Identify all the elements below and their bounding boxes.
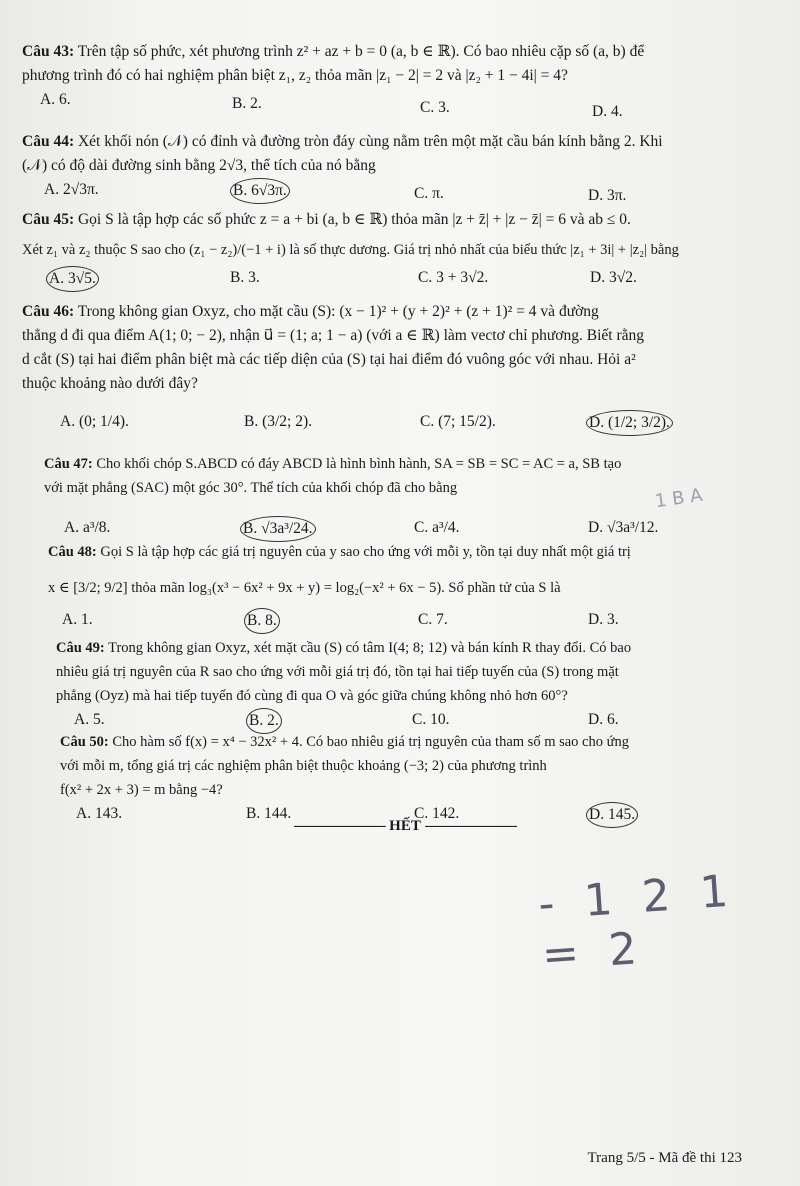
question-48 — [48, 540, 760, 634]
end-marker: ----------------------- HẾT ----------------------- — [293, 818, 517, 834]
question-text-line: Gọi S là tập hợp các số phức z = a + bi (a, b ∈ ℝ) thỏa mãn |z + z̄| + |z − z̄| = 6 và ab ≤ 0. — [77, 211, 631, 228]
question-text-line: với mặt phẳng (SAC) một góc 30°. Thể tích của khối chóp đã cho bằng — [44, 480, 458, 496]
option-a: A. (0; 1/4). — [60, 413, 129, 430]
option-d — [586, 410, 673, 436]
question-text-line: Gọi S là tập hợp các giá trị nguyên của y sao cho ứng với mỗi y, tồn tại duy nhất một giá trị — [100, 544, 631, 560]
question-text-line: phẳng (Oyz) mà hai tiếp tuyến đó cùng đi qua O và góc giữa chúng không nhỏ hơn 60°? — [56, 688, 568, 704]
options-row — [22, 88, 762, 120]
question-label: Câu 43: — [22, 43, 75, 60]
question-43 — [22, 40, 762, 120]
margin-handwriting: 1 B A — [653, 484, 704, 513]
handwritten-note: - 1 2 1 = 2 — [536, 865, 738, 981]
option-b: B. (3/2; 2). — [244, 413, 313, 430]
page-footer: Trang 5/5 - Mã đề thi 123 — [587, 1150, 742, 1166]
selected-answer-circle: B. 2. — [246, 708, 282, 734]
option-b — [244, 608, 280, 634]
question-text-line: Trong không gian Oxyz, xét mặt cầu (S) có tâm I(4; 8; 12) và bán kính R thay đổi. Có bao — [108, 640, 632, 656]
question-text-line: thẳng d đi qua điểm A(1; 0; − 2), nhận u⃗ = (1; a; 1 − a) (với a ∈ ℝ) làm vectơ chỉ phương. Biết rằng — [22, 327, 644, 344]
option-d: D. 6. — [588, 711, 619, 728]
question-45 — [22, 208, 762, 292]
question-text-line: thuộc khoảng nào dưới đây? — [22, 375, 198, 392]
option-d: D. √3a³/12. — [588, 519, 659, 536]
question-50 — [60, 730, 760, 828]
option-c: C. π. — [414, 185, 444, 202]
option-c: C. 10. — [412, 711, 450, 728]
question-text-line: Cho hàm số f(x) = x⁴ − 32x² + 4. Có bao nhiêu giá trị nguyên của tham số m sao cho ứng — [112, 734, 629, 750]
question-label: Câu 47: — [44, 456, 93, 472]
option-b — [240, 516, 316, 542]
question-text-line: Cho khối chóp S.ABCD có đáy ABCD là hình bình hành, SA = SB = SC = AC = a, SB tạo — [96, 456, 622, 472]
question-text-line: x ∈ [3/2; 9/2] thỏa mãn log₃(x³ − 6x² + 9x + y) = log₂(−x² + 6x − 5). Số phần tử của S là — [48, 580, 561, 596]
end-marker-text: HẾT — [389, 818, 421, 834]
option-c: C. (7; 15/2). — [420, 413, 496, 430]
question-label: Câu 46: — [22, 303, 75, 320]
option-a — [46, 266, 99, 292]
question-label: Câu 44: — [22, 133, 75, 150]
question-49 — [56, 636, 760, 734]
options-row — [44, 516, 760, 542]
question-label: Câu 49: — [56, 640, 105, 656]
option-c: C. 3. — [420, 99, 450, 116]
option-c: C. 3 + 3√2. — [418, 269, 489, 286]
options-row — [48, 608, 760, 634]
option-d: D. 4. — [592, 103, 623, 120]
options-row — [22, 410, 762, 436]
option-a: A. 143. — [76, 805, 123, 822]
question-label: Câu 45: — [22, 211, 75, 228]
option-d: D. 3π. — [588, 187, 627, 204]
selected-answer-circle: B. √3a³/24. — [240, 516, 316, 542]
selected-answer-circle: D. (1/2; 3/2). — [586, 410, 673, 436]
question-text-line: Xét z₁ và z₂ thuộc S sao cho (z₁ − z₂)/(−1 + i) là số thực dương. Giá trị nhỏ nhất của biểu thức |z₁ + 3i| + |z₂| bằng — [22, 242, 679, 258]
option-b — [230, 178, 290, 204]
option-c: C. 7. — [418, 611, 448, 628]
question-text-line: (𝒩) có độ dài đường sinh bằng 2√3, thể tích của nó bằng — [22, 157, 376, 174]
question-44 — [22, 130, 762, 204]
question-text-line: với mỗi m, tổng giá trị các nghiệm phân biệt thuộc khoảng (−3; 2) của phương trình — [60, 758, 547, 774]
question-47 — [44, 452, 760, 542]
selected-answer-circle: A. 3√5. — [46, 266, 99, 292]
question-text-line: f(x² + 2x + 3) = m bằng −4? — [60, 782, 223, 798]
options-row — [22, 266, 762, 292]
option-d: D. 3√2. — [590, 269, 637, 286]
option-c: C. 142. — [414, 805, 460, 822]
question-text-line: phương trình đó có hai nghiệm phân biệt z₁, z₂ thỏa mãn |z₁ − 2| = 2 và |z₂ + 1 − 4i| = 4? — [22, 67, 568, 84]
question-label: Câu 48: — [48, 544, 97, 560]
question-text-line: Trong không gian Oxyz, cho mặt cầu (S): (x − 1)² + (y + 2)² + (z + 1)² = 4 và đường — [77, 303, 599, 320]
question-46 — [22, 300, 762, 436]
option-a: A. 2√3π. — [44, 181, 99, 198]
option-b: B. 144. — [246, 805, 292, 822]
option-a: A. a³/8. — [64, 519, 111, 536]
question-label: Câu 50: — [60, 734, 109, 750]
question-text-line: nhiêu giá trị nguyên của R sao cho ứng với mỗi giá trị đó, tồn tại hai tiếp tuyến của (S) trong mặt — [56, 664, 619, 680]
selected-answer-circle: B. 8. — [244, 608, 280, 634]
question-text-line: Xét khối nón (𝒩) có đỉnh và đường tròn đáy cùng nằm trên một mặt cầu bán kính bằng 2. Khi — [77, 133, 663, 150]
selected-answer-circle: B. 6√3π. — [230, 178, 290, 204]
option-a: A. 1. — [62, 611, 93, 628]
options-row — [22, 178, 762, 204]
question-text-line: d cắt (S) tại hai điểm phân biệt mà các tiếp diện của (S) tại hai điểm đó vuông góc với nhau. Hỏi a² — [22, 351, 636, 368]
option-b: B. 2. — [232, 95, 262, 112]
option-c: C. a³/4. — [414, 519, 460, 536]
option-b: B. 3. — [230, 269, 260, 286]
option-a: A. 6. — [40, 91, 71, 108]
option-d: D. 3. — [588, 611, 619, 628]
option-a: A. 5. — [74, 711, 105, 728]
option-d — [586, 802, 638, 828]
selected-answer-circle: D. 145. — [586, 802, 638, 828]
question-text-line: Trên tập số phức, xét phương trình z² + az + b = 0 (a, b ∈ ℝ). Có bao nhiêu cặp số (a, b) để — [77, 43, 645, 60]
